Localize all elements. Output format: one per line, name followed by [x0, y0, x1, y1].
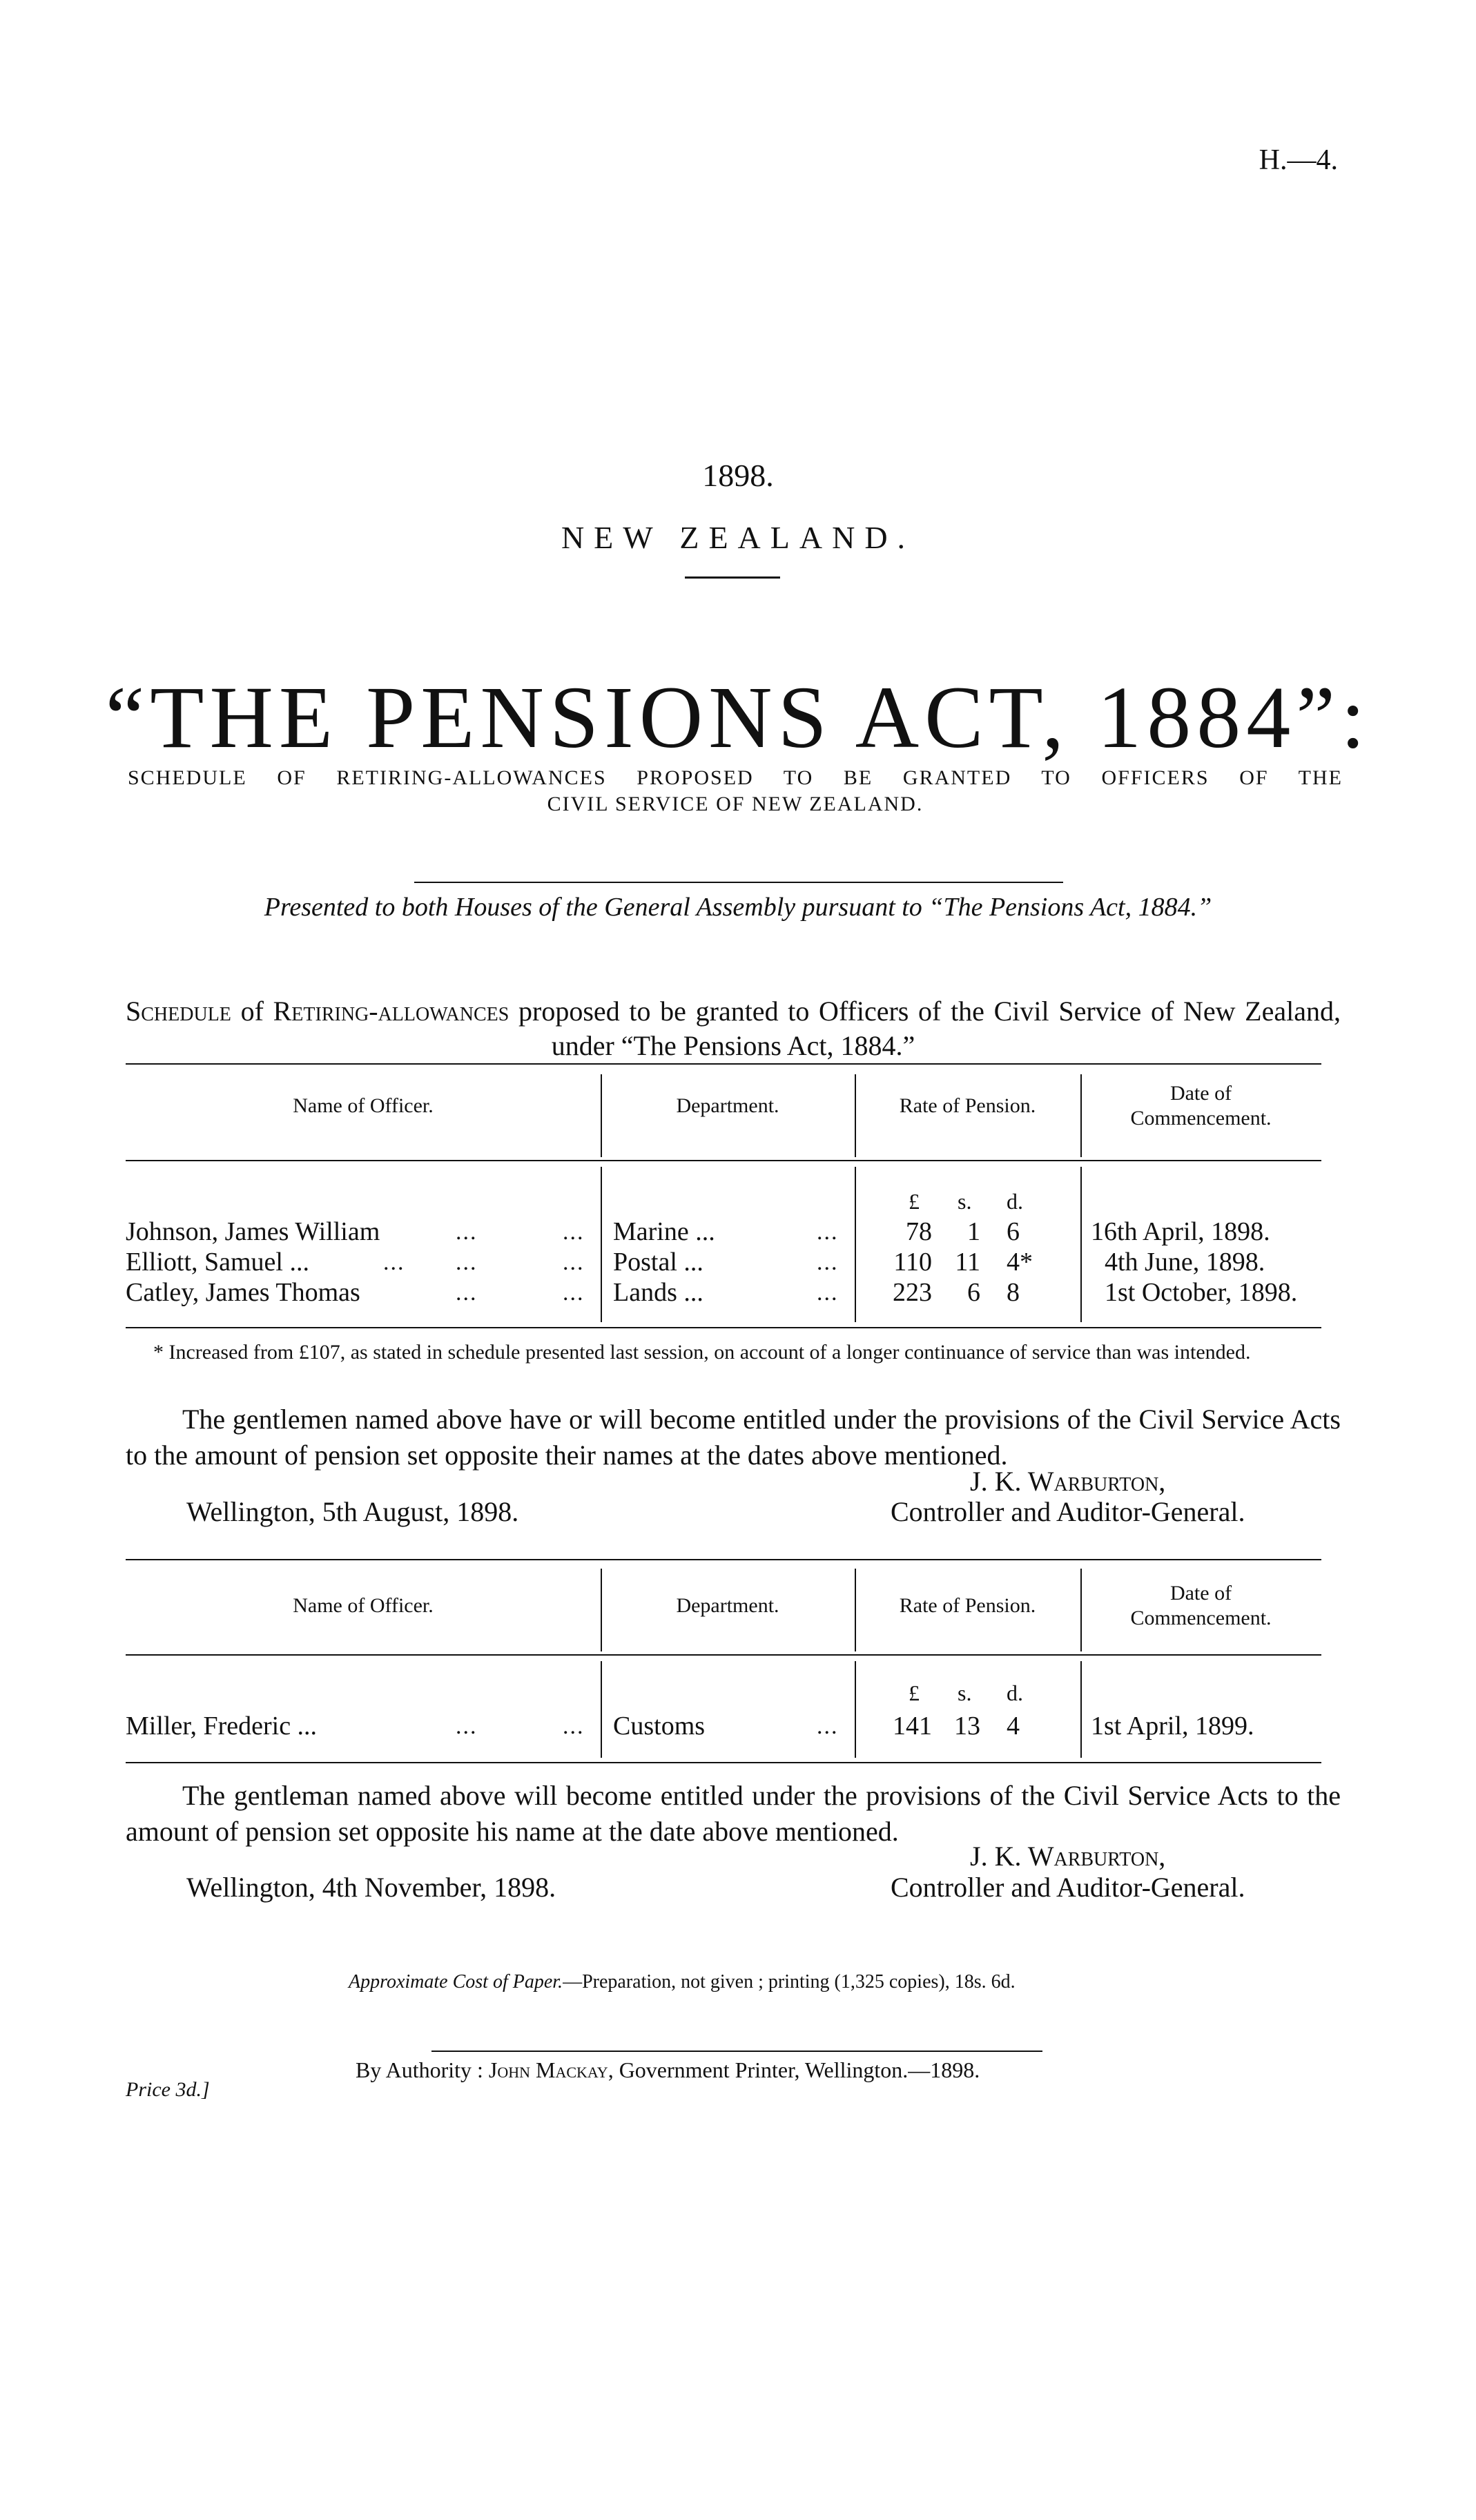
column-header-department: Department. — [676, 1094, 779, 1117]
commencement-date: 4th June, 1898. — [1105, 1248, 1265, 1277]
pension-pounds: 141 — [893, 1712, 932, 1741]
main-title: “THE PENSIONS ACT, 1884”: — [105, 668, 1371, 766]
officer-name: Catley, James Thomas — [126, 1278, 360, 1307]
presented-note: Presented to both Houses of the General Assembly pursuant to “The Pensions Act, 1884.” — [264, 893, 1212, 922]
unit-pounds: £ — [909, 1189, 920, 1214]
statement-2: The gentleman named above will become entitled under the provisions of the Civil Service Acts to the amount of pension set opposite his name at the date above mentioned. — [126, 1780, 1341, 1847]
pension-shillings: 1 — [967, 1217, 980, 1246]
department: Marine ... — [613, 1217, 715, 1246]
department: Postal ... — [613, 1248, 703, 1277]
department: Customs — [613, 1712, 706, 1741]
column-header-date-line-2: Commencement. — [1130, 1607, 1272, 1629]
signatory-1: J. K. Warburton, — [970, 1466, 1166, 1497]
place-date-2: Wellington, 4th November, 1898. — [186, 1872, 556, 1903]
schedule-heading-rest: proposed to be granted to Officers of the Civil Service of New Zealand, under “The Pensions Act, 1884.” — [509, 996, 1341, 1061]
officer-name: Miller, Frederic ... — [126, 1712, 318, 1741]
presented-divider — [414, 882, 1063, 883]
pension-shillings: 6 — [967, 1278, 980, 1307]
column-header-rate: Rate of Pension. — [899, 1594, 1036, 1617]
retiring-allowances-word: Retiring-allowances — [273, 996, 509, 1027]
price: Price 3d.] — [126, 2078, 210, 2101]
table-2-bottom-rule — [126, 1762, 1321, 1763]
column-header-date-line-1: Date of — [1169, 1582, 1232, 1605]
officer-name: Johnson, James William — [126, 1217, 380, 1246]
pension-pounds: 78 — [906, 1217, 932, 1246]
signatory-2: J. K. Warburton, — [970, 1841, 1166, 1872]
department: Lands ... — [613, 1278, 703, 1307]
table-1-top-rule — [126, 1063, 1321, 1065]
signatory-position-2: Controller and Auditor-General. — [891, 1872, 1245, 1903]
printer-name: John Mackay — [488, 2057, 608, 2082]
commencement-date: 16th April, 1898. — [1091, 1217, 1270, 1246]
subtitle-line-1: SCHEDULE OF RETIRING-ALLOWANCES PROPOSED TO BE GRANTED TO OFFICERS OF THE — [128, 766, 1343, 789]
commencement-date: 1st April, 1899. — [1091, 1712, 1254, 1741]
column-header-name: Name of Officer. — [293, 1594, 434, 1617]
statement-1: The gentlemen named above have or will become entitled under the provisions of the Civil Service Acts to the amount of pension set opposite their names at the dates above mentioned. — [126, 1404, 1341, 1471]
table-1-bottom-rule — [126, 1327, 1321, 1328]
column-header-name: Name of Officer. — [293, 1094, 434, 1117]
schedule-word: Schedule — [126, 996, 231, 1027]
document-reference: H.—4. — [1259, 144, 1338, 176]
schedule-heading — [126, 994, 1341, 1063]
subtitle — [128, 765, 1343, 817]
authority-divider — [431, 2051, 1042, 2052]
unit-shillings: s. — [958, 1189, 972, 1214]
subtitle-line-2: CIVIL SERVICE OF NEW ZEALAND. — [547, 792, 924, 815]
column-header-date-line-1: Date of — [1169, 1082, 1232, 1105]
commencement-date: 1st October, 1898. — [1105, 1278, 1298, 1307]
document-year: 1898. — [702, 458, 774, 493]
column-header-date-line-2: Commencement. — [1130, 1107, 1272, 1130]
column-header-rate: Rate of Pension. — [899, 1094, 1036, 1117]
pension-shillings: 13 — [954, 1712, 980, 1741]
unit-pence: d. — [1007, 1189, 1023, 1214]
country-heading: NEW ZEALAND. — [561, 520, 915, 555]
pension-pounds: 223 — [893, 1278, 932, 1307]
printing-authority: By Authority : John Mackay, Government Printer, Wellington.—1898. — [356, 2057, 980, 2082]
pension-pence: 4 — [1007, 1712, 1020, 1741]
pension-pence: 8 — [1007, 1278, 1020, 1307]
pension-pence: 6 — [1007, 1217, 1020, 1246]
column-header-date — [1080, 1081, 1321, 1131]
column-header-department: Department. — [676, 1594, 779, 1617]
unit-pounds: £ — [909, 1680, 920, 1705]
cost-text: —Preparation, not given ; printing (1,325 copies), 18s. 6d. — [563, 1971, 1016, 1993]
pension-pence: 4* — [1007, 1248, 1033, 1277]
pension-pounds: 110 — [893, 1248, 932, 1277]
cost-of-paper — [349, 1971, 1016, 1993]
unit-shillings: s. — [958, 1680, 972, 1705]
cost-label: Approximate Cost of Paper. — [349, 1971, 563, 1993]
table-2-header-rule — [126, 1654, 1321, 1656]
signatory-position-1: Controller and Auditor-General. — [891, 1496, 1245, 1527]
title-divider — [685, 576, 780, 579]
table-1-header-rule — [126, 1160, 1321, 1161]
unit-pence: d. — [1007, 1680, 1023, 1705]
table-2-top-rule — [126, 1559, 1321, 1560]
place-date-1: Wellington, 5th August, 1898. — [186, 1496, 519, 1527]
footnote: * Increased from £107, as stated in schedule presented last session, on account of a longer continuance of service than was intended. — [153, 1341, 1251, 1364]
column-header-date — [1080, 1581, 1321, 1631]
officer-name: Elliott, Samuel ... — [126, 1248, 309, 1277]
schedule-heading-of: of — [231, 996, 273, 1027]
pension-shillings: 11 — [955, 1248, 980, 1277]
